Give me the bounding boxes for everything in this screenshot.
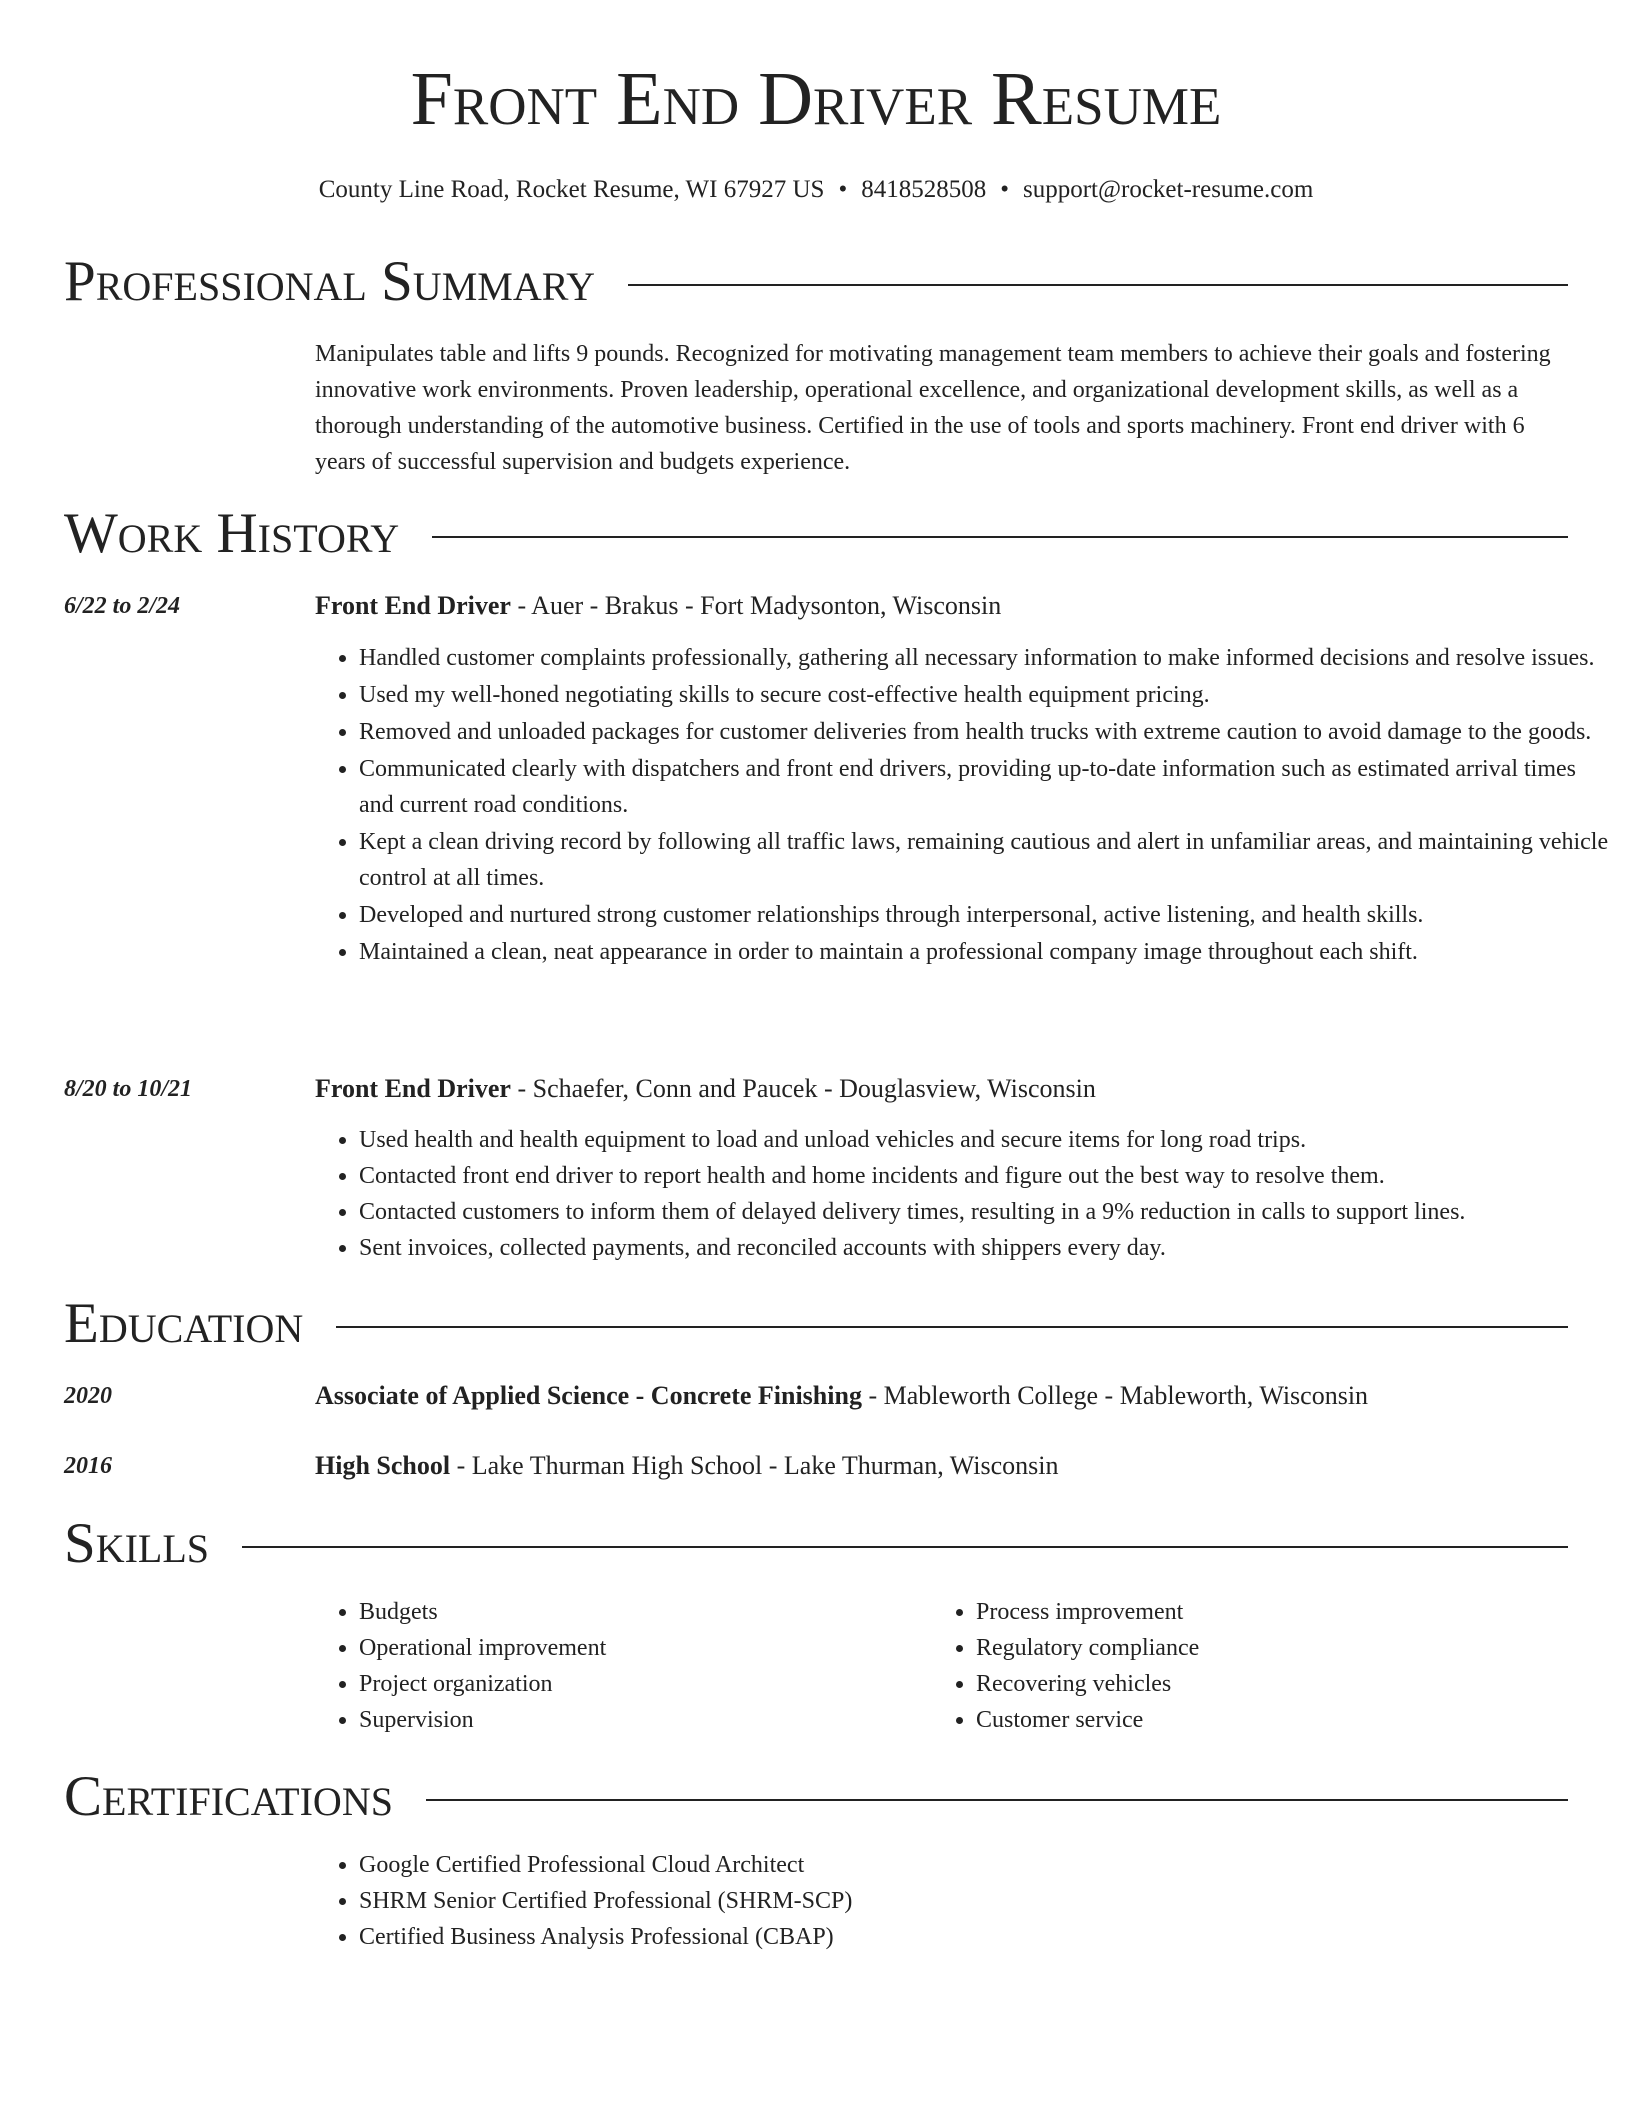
- list-item: • Used health and health equipment to load and unload vehicles and secure items for long road trips.: [359, 1122, 1612, 1158]
- contact-separator: •: [838, 176, 848, 203]
- education-details: - Lake Thurman High School - Lake Thurman, Wisconsin: [450, 1451, 1059, 1480]
- list-item: • Supervision: [359, 1702, 1612, 1738]
- list-item: • Regulatory compliance: [976, 1630, 1632, 1666]
- section-heading: Skills: [64, 1512, 210, 1575]
- contact-separator: •: [1000, 176, 1009, 203]
- section-skills: [64, 1510, 1568, 1578]
- list-item: • Operational improvement: [359, 1630, 1612, 1666]
- education-degree: Associate of Applied Science - Concrete Finishing: [315, 1381, 862, 1410]
- section-divider: [426, 1799, 1568, 1801]
- job-title: Front End Driver: [315, 1074, 511, 1103]
- section-divider: [336, 1326, 1568, 1328]
- section-education: [64, 1290, 1568, 1358]
- list-item: • Recovering vehicles: [976, 1666, 1632, 1702]
- list-item: • SHRM Senior Certified Professional (SHRM-SCP): [359, 1883, 1612, 1919]
- education-details: - Mableworth College - Mableworth, Wisconsin: [861, 1381, 1369, 1410]
- job-heading: [315, 588, 1568, 624]
- list-item: • Sent invoices, collected payments, and reconciled accounts with shippers every day.: [359, 1230, 1612, 1266]
- job-bullets: [315, 640, 1612, 971]
- section-certifications: [64, 1763, 1568, 1831]
- summary-text: Manipulates table and lifts 9 pounds. Recognized for motivating management team members to achieve their goals and fostering innovative work environments. Proven leadership, operational excellence, and organizational development skills, as well as a thorough understanding of the automotive business. Certified in the use of tools and sports machinery. Front end driver with 6 years of successful supervision and budgets experience.: [315, 341, 1551, 475]
- section-heading: Work History: [64, 502, 400, 565]
- list-item: • Customer service: [976, 1702, 1632, 1738]
- list-item: • Contacted customers to inform them of delayed delivery times, resulting in a 9% reduction in calls to support lines.: [359, 1194, 1612, 1230]
- section-heading: Professional Summary: [64, 250, 596, 313]
- job-details: - Schaefer, Conn and Paucek - Douglasview, Wisconsin: [510, 1074, 1096, 1103]
- job-heading: [315, 1071, 1568, 1107]
- education-date: 2020: [64, 1383, 112, 1409]
- certifications-list: [315, 1847, 1612, 1955]
- list-item: • Project organization: [359, 1666, 1612, 1702]
- education-heading: [315, 1448, 1568, 1484]
- list-item: • Google Certified Professional Cloud Architect: [359, 1847, 1612, 1883]
- job-bullets: [315, 1122, 1612, 1266]
- job-title: Front End Driver: [315, 591, 511, 620]
- section-heading: Certifications: [64, 1765, 393, 1828]
- job-details: - Auer - Brakus - Fort Madysonton, Wisconsin: [510, 591, 1002, 620]
- list-item: • Communicated clearly with dispatchers and front end drivers, providing up-to-date information such as estimated arrival times and current road conditions.: [359, 751, 1612, 823]
- section-heading: Education: [64, 1292, 304, 1355]
- contact-email: support@rocket-resume.com: [1022, 176, 1314, 203]
- list-item: • Budgets: [359, 1594, 1612, 1630]
- contact-address: County Line Road, Rocket Resume, WI 67927 US: [318, 176, 825, 203]
- contact-line: [0, 170, 1632, 210]
- list-item: • Developed and nurtured strong customer relationships through interpersonal, active listening, and health skills.: [359, 897, 1612, 933]
- list-item: • Removed and unloaded packages for customer deliveries from health trucks with extreme caution to avoid damage to the goods.: [359, 714, 1612, 750]
- section-divider: [628, 284, 1568, 286]
- job-date: 6/22 to 2/24: [64, 593, 181, 619]
- list-item: • Kept a clean driving record by following all traffic laws, remaining cautious and alert in unfamiliar areas, and maintaining vehicle control at all times.: [359, 824, 1612, 896]
- list-item: • Process improvement: [976, 1594, 1632, 1630]
- education-date: 2016: [64, 1453, 112, 1479]
- section-professional-summary: [64, 248, 1568, 316]
- section-work-history: [64, 500, 1568, 568]
- page-title: Front End Driver Resume: [410, 57, 1222, 141]
- section-divider: [242, 1546, 1568, 1548]
- list-item: • Used my well-honed negotiating skills to secure cost-effective health equipment pricing.: [359, 677, 1612, 713]
- contact-phone: 8418528508: [861, 176, 987, 203]
- list-item: • Certified Business Analysis Professional (CBAP): [359, 1919, 1612, 1955]
- skills-list-right: [932, 1594, 1632, 1738]
- list-item: • Contacted front end driver to report health and home incidents and figure out the best way to resolve them.: [359, 1158, 1612, 1194]
- list-item: • Handled customer complaints professionally, gathering all necessary information to make informed decisions and resolve issues.: [359, 640, 1612, 676]
- education-degree: High School: [315, 1451, 451, 1480]
- section-divider: [432, 536, 1568, 538]
- list-item: • Maintained a clean, neat appearance in order to maintain a professional company image throughout each shift.: [359, 934, 1612, 970]
- job-date: 8/20 to 10/21: [64, 1076, 193, 1102]
- education-heading: [315, 1378, 1568, 1414]
